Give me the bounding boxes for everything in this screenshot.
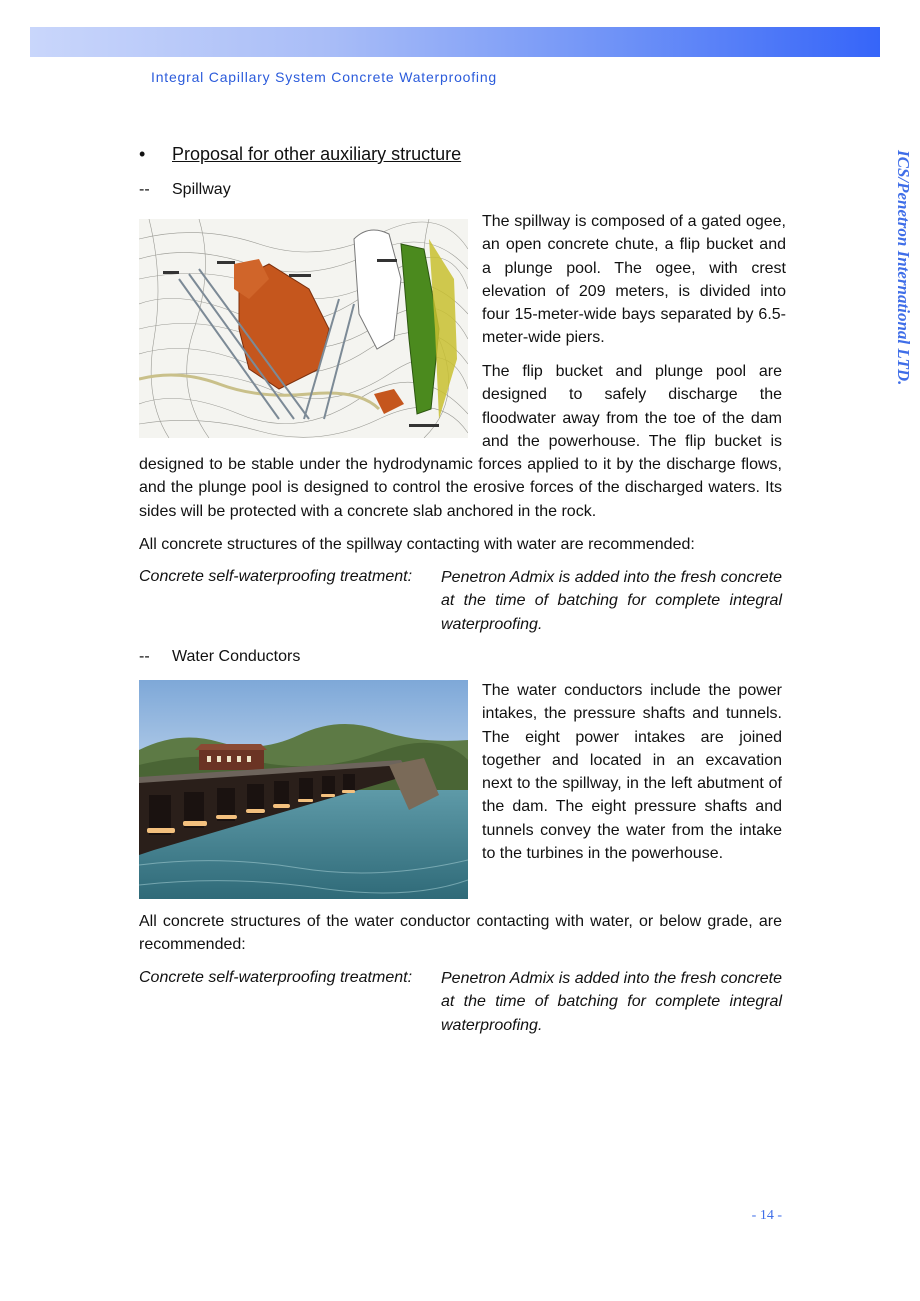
- spillway-treatment-label: Concrete self-waterproofing treatment:: [139, 568, 413, 585]
- spillway-flip-line-1: The flip bucket and plunge pool are: [482, 363, 782, 380]
- spillway-flip-bucket-continued: designed to be stable under the hydrodynamic forces applied to it by the discharge flows, and the plunge pool is designed to control the erosive forces of the discharged waters. Its sides will be protected with a concrete slab anchored in the rock.: [139, 456, 782, 520]
- document-title: Integral Capillary System Concrete Waterproofing: [151, 69, 498, 85]
- spillway-flip-line-3: floodwater away from the toe of the dam: [482, 409, 782, 427]
- power-intake-rendering: [139, 680, 468, 899]
- water-conductors-heading-label: Water Conductors: [172, 648, 301, 665]
- page-number: - 14 -: [751, 1208, 782, 1223]
- bullet-icon: •: [139, 144, 146, 164]
- water-conductors-recommendation: All concrete structures of the water conductor contacting with water, or below grade, are recommended:: [139, 913, 782, 954]
- section-heading-label: Proposal for other auxiliary structure: [172, 144, 462, 164]
- dash-marker: --: [139, 181, 150, 198]
- spillway-recommendation: All concrete structures of the spillway contacting with water are recommended:: [139, 536, 695, 553]
- dash-marker: --: [139, 648, 150, 665]
- spillway-site-map: [139, 219, 468, 438]
- spillway-description: The spillway is composed of a gated ogee, an open concrete chute, a flip bucket and a plunge pool. The ogee, with crest elevation of 209 meters, is divided into four 15-meter-wide bays separated by 6.5-meter-wide piers.: [482, 213, 786, 347]
- header-bar: [30, 27, 880, 57]
- spillway-heading-label: Spillway: [172, 181, 231, 198]
- water-conductors-description: The water conductors include the power intakes, the pressure shafts and tunnels. The eight power intakes are joined together and located in an excavation next to the spillway, in the left abutment of the dam. The eight pressure shafts and tunnels convey the water from the intake to the turbines in the powerhouse.: [482, 682, 782, 863]
- spillway-flip-bucket-text: [482, 360, 782, 453]
- spillway-treatment-value: Penetron Admix is added into the fresh concrete at the time of batching for complete integral waterproofing.: [441, 569, 782, 633]
- conductors-treatment-value: Penetron Admix is added into the fresh concrete at the time of batching for complete integral waterproofing.: [441, 970, 782, 1034]
- conductors-treatment-label: Concrete self-waterproofing treatment:: [139, 969, 413, 986]
- spillway-flip-line-4: and the powerhouse. The flip bucket is: [482, 432, 782, 450]
- company-side-label: ICS/Penetron International LTD.: [894, 150, 913, 386]
- spillway-flip-line-2: designed to safely discharge the: [482, 386, 782, 404]
